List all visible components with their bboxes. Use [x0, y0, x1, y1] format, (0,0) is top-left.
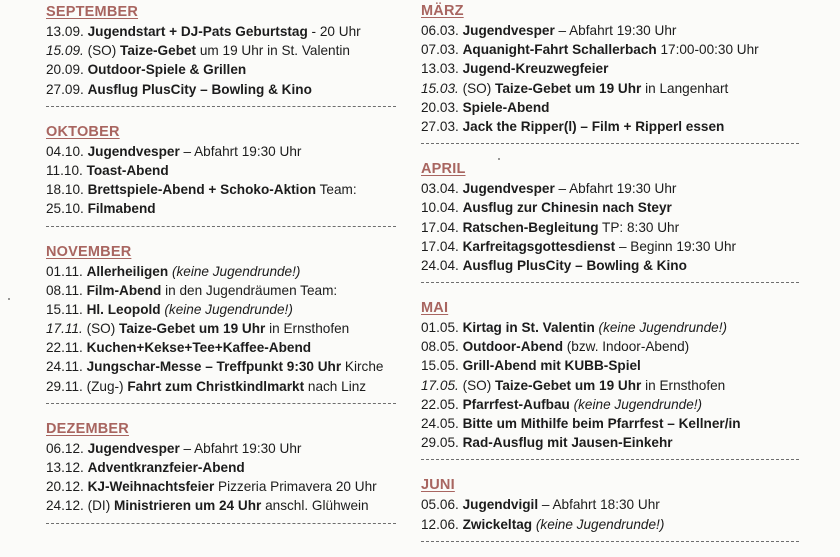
event-detail: (SO)	[458, 377, 496, 393]
event-date: 20.12.	[46, 479, 84, 495]
dashed-divider	[421, 282, 799, 292]
event-detail: 17:00-00:30 Uhr	[656, 42, 759, 58]
event-row	[46, 41, 396, 60]
event-detail: in Langenhart	[641, 80, 729, 96]
month-heading: APRIL	[421, 161, 466, 178]
event-row	[421, 179, 801, 198]
event-note: (keine Jugendrunde!)	[535, 516, 665, 532]
event-detail: um 19 Uhr in St. Valentin	[196, 43, 350, 59]
event-title: Kirtag in St. Valentin	[462, 320, 595, 336]
event-row	[46, 199, 396, 218]
month-section-märz	[421, 1, 801, 153]
event-row	[421, 414, 801, 433]
event-detail: anschl. Glühwein	[261, 498, 369, 514]
event-detail: – Abfahrt 19:30 Uhr	[179, 143, 302, 159]
event-title: Jugendstart + DJ-Pats Geburtstag	[87, 24, 308, 39]
event-row	[46, 22, 396, 41]
event-detail: – Abfahrt 19:30 Uhr	[179, 440, 302, 456]
event-row	[421, 218, 801, 237]
event-row	[46, 357, 396, 376]
event-row	[46, 319, 396, 338]
event-date: 10.04.	[421, 200, 459, 216]
event-detail: Kirche	[341, 359, 384, 375]
event-date: 20.03.	[421, 99, 459, 115]
month-heading: OKTOBER	[46, 123, 120, 140]
event-detail: in Ernsthofen	[265, 321, 350, 337]
event-title: Jugend-Kreuzwegfeier	[462, 61, 609, 77]
event-title: Jugendvesper	[462, 23, 555, 38]
event-date: 27.03.	[421, 118, 459, 134]
month-heading: NOVEMBER	[46, 243, 132, 260]
event-row	[46, 496, 396, 515]
event-title: Bitte um Mithilfe beim Pfarrfest – Kellner/in	[462, 416, 741, 431]
event-title: Brettspiele-Abend + Schoko-Aktion	[87, 182, 317, 198]
event-title: Toast-Abend	[86, 162, 169, 178]
event-note: (keine Jugendrunde!)	[598, 320, 728, 336]
event-date: 24.12.	[46, 498, 84, 514]
event-title: Aquanight-Fahrt Schallerbach	[462, 42, 657, 58]
event-title: Grill-Abend mit KUBB-Spiel	[462, 358, 641, 374]
month-heading: MÄRZ	[421, 3, 464, 19]
event-date: 17.04.	[421, 238, 459, 254]
event-date: 25.10.	[46, 201, 84, 217]
event-row	[421, 117, 801, 136]
event-date: 22.11.	[46, 340, 83, 356]
event-row	[46, 80, 396, 99]
event-title: Outdoor-Abend	[462, 339, 563, 355]
event-date: 08.11.	[46, 282, 83, 298]
event-date: 15.09.	[46, 43, 84, 59]
event-row	[421, 495, 801, 514]
event-row	[421, 356, 801, 375]
event-date: 17.04.	[421, 219, 459, 235]
event-date: 17.11.	[46, 321, 83, 337]
event-detail: Pizzeria Primavera 20 Uhr	[214, 479, 377, 495]
event-note: (keine Jugendrunde!)	[171, 263, 301, 279]
event-row	[421, 376, 801, 395]
dashed-divider	[421, 541, 799, 551]
event-detail: – Beginn 19:30 Uhr	[615, 238, 737, 254]
month-section-november	[46, 242, 396, 413]
event-detail: in Ernsthofen	[641, 377, 726, 393]
month-section-mai	[421, 298, 801, 469]
event-date: 29.05.	[421, 435, 459, 451]
event-detail: in den Jugendräumen Team:	[161, 282, 338, 298]
event-title: Ministrieren um 24 Uhr	[114, 498, 262, 514]
event-row	[421, 59, 801, 78]
event-date: 13.12.	[46, 460, 84, 475]
month-section-september	[46, 2, 396, 116]
event-row	[421, 237, 801, 256]
event-date: 03.04.	[421, 181, 459, 197]
event-detail: (Zug-)	[82, 378, 128, 394]
event-date: 15.05.	[421, 358, 459, 374]
event-row	[46, 161, 396, 180]
event-row	[46, 180, 396, 199]
event-row	[46, 477, 396, 496]
event-title: Jugendvesper	[87, 440, 180, 456]
event-date: 17.05.	[421, 377, 459, 393]
event-title: Film-Abend	[86, 282, 162, 298]
event-row	[46, 262, 396, 281]
dashed-divider	[46, 106, 396, 116]
event-title: Jack the Ripper(l) – Film + Ripperl essen	[462, 118, 725, 134]
event-date: 18.10.	[46, 182, 84, 198]
dashed-divider	[421, 143, 799, 153]
event-date: 04.10.	[46, 143, 84, 159]
event-title: Taize-Gebet um 19 Uhr	[119, 321, 266, 337]
event-title: Ausflug PlusCity – Bowling & Kino	[462, 257, 687, 273]
event-date: 01.11.	[46, 263, 83, 279]
dashed-divider	[46, 523, 396, 533]
event-row	[46, 142, 396, 161]
event-row	[46, 338, 396, 357]
scan-speck	[498, 158, 500, 160]
event-detail: – Abfahrt 19:30 Uhr	[554, 181, 677, 197]
event-title: Taize-Gebet	[120, 43, 197, 59]
event-row	[421, 256, 801, 275]
event-detail: nach Linz	[304, 378, 367, 394]
event-detail: (SO)	[82, 321, 120, 337]
event-date: 27.09.	[46, 81, 84, 97]
event-row	[46, 439, 396, 458]
event-date: 29.11.	[46, 378, 83, 394]
event-detail: (SO)	[83, 43, 121, 59]
event-row	[46, 281, 396, 300]
event-row	[46, 377, 396, 396]
event-title: Kuchen+Kekse+Tee+Kaffee-Abend	[86, 340, 312, 356]
event-date: 05.06.	[421, 497, 459, 513]
event-row	[421, 337, 801, 356]
month-heading: JUNI	[421, 477, 455, 494]
month-section-oktober	[46, 122, 396, 236]
month-heading: MAI	[421, 300, 449, 317]
event-row	[46, 458, 396, 477]
event-date: 13.03.	[421, 61, 459, 77]
event-title: Rad-Ausflug mit Jausen-Einkehr	[462, 435, 673, 451]
event-title: Spiele-Abend	[462, 99, 550, 115]
event-row	[421, 433, 801, 452]
right-column	[421, 1, 801, 557]
event-detail: – Abfahrt 19:30 Uhr	[554, 23, 677, 38]
event-row	[421, 395, 801, 414]
event-title: Ausflug PlusCity – Bowling & Kino	[87, 81, 312, 97]
event-date: 15.03.	[421, 80, 459, 96]
event-title: Pfarrfest-Aufbau	[462, 396, 570, 412]
left-column	[46, 2, 396, 539]
event-row	[46, 60, 396, 79]
event-date: 06.03.	[421, 23, 459, 38]
event-detail: TP: 8:30 Uhr	[598, 219, 680, 235]
event-date: 07.03.	[421, 42, 459, 58]
event-date: 24.04.	[421, 257, 459, 273]
event-title: Jugendvesper	[462, 181, 555, 197]
event-date: 20.09.	[46, 62, 84, 78]
event-title: Outdoor-Spiele & Grillen	[87, 62, 247, 78]
event-row	[421, 318, 801, 337]
event-date: 08.05.	[421, 339, 459, 355]
event-row	[421, 40, 801, 59]
event-date: 06.12.	[46, 440, 84, 456]
month-section-dezember	[46, 419, 396, 533]
event-date: 11.10.	[46, 162, 83, 178]
event-date: 12.06.	[421, 516, 459, 532]
event-title: Filmabend	[87, 201, 156, 217]
event-row	[46, 300, 396, 319]
event-date: 22.05.	[421, 396, 459, 412]
event-title: Karfreitagsgottesdienst	[462, 238, 616, 254]
event-detail: - 20 Uhr	[307, 24, 361, 39]
event-row	[421, 198, 801, 217]
event-title: Hl. Leopold	[86, 301, 161, 317]
event-note: (keine Jugendrunde!)	[573, 396, 703, 412]
dashed-divider	[46, 403, 396, 413]
event-date: 24.11.	[46, 359, 83, 375]
event-title: Adventkranzfeier-Abend	[87, 460, 245, 475]
event-row	[421, 98, 801, 117]
event-detail: (bzw. Indoor-Abend)	[563, 339, 690, 355]
event-title: KJ-Weihnachtsfeier	[87, 479, 215, 495]
event-date: 01.05.	[421, 320, 459, 336]
month-heading: SEPTEMBER	[46, 4, 139, 20]
event-title: Taize-Gebet um 19 Uhr	[495, 80, 642, 96]
event-date: 13.09.	[46, 24, 84, 39]
event-title: Zwickeltag	[462, 516, 533, 532]
event-title: Jungschar-Messe – Treffpunkt 9:30 Uhr	[86, 359, 342, 375]
event-title: Ausflug zur Chinesin nach Steyr	[462, 200, 672, 216]
dashed-divider	[421, 459, 799, 469]
event-title: Fahrt zum Christkindlmarkt	[127, 378, 305, 394]
event-date: 24.05.	[421, 416, 459, 431]
event-detail: Team:	[316, 182, 357, 198]
event-row	[421, 515, 801, 534]
month-section-juni	[421, 475, 801, 550]
event-detail: (DI)	[83, 498, 114, 514]
month-heading: DEZEMBER	[46, 420, 129, 437]
event-title: Allerheiligen	[86, 263, 169, 279]
event-title: Jugendvigil	[462, 497, 539, 513]
scan-speck	[8, 298, 10, 300]
event-date: 15.11.	[46, 301, 83, 317]
event-note: (keine Jugendrunde!)	[164, 301, 293, 317]
event-detail: (SO)	[458, 80, 496, 96]
event-title: Jugendvesper	[87, 143, 180, 159]
event-row	[421, 21, 801, 40]
event-row	[421, 79, 801, 98]
month-section-april	[421, 159, 801, 292]
event-detail: – Abfahrt 18:30 Uhr	[538, 497, 660, 513]
event-title: Taize-Gebet um 19 Uhr	[495, 377, 642, 393]
event-title: Ratschen-Begleitung	[462, 219, 599, 235]
dashed-divider	[46, 226, 396, 236]
